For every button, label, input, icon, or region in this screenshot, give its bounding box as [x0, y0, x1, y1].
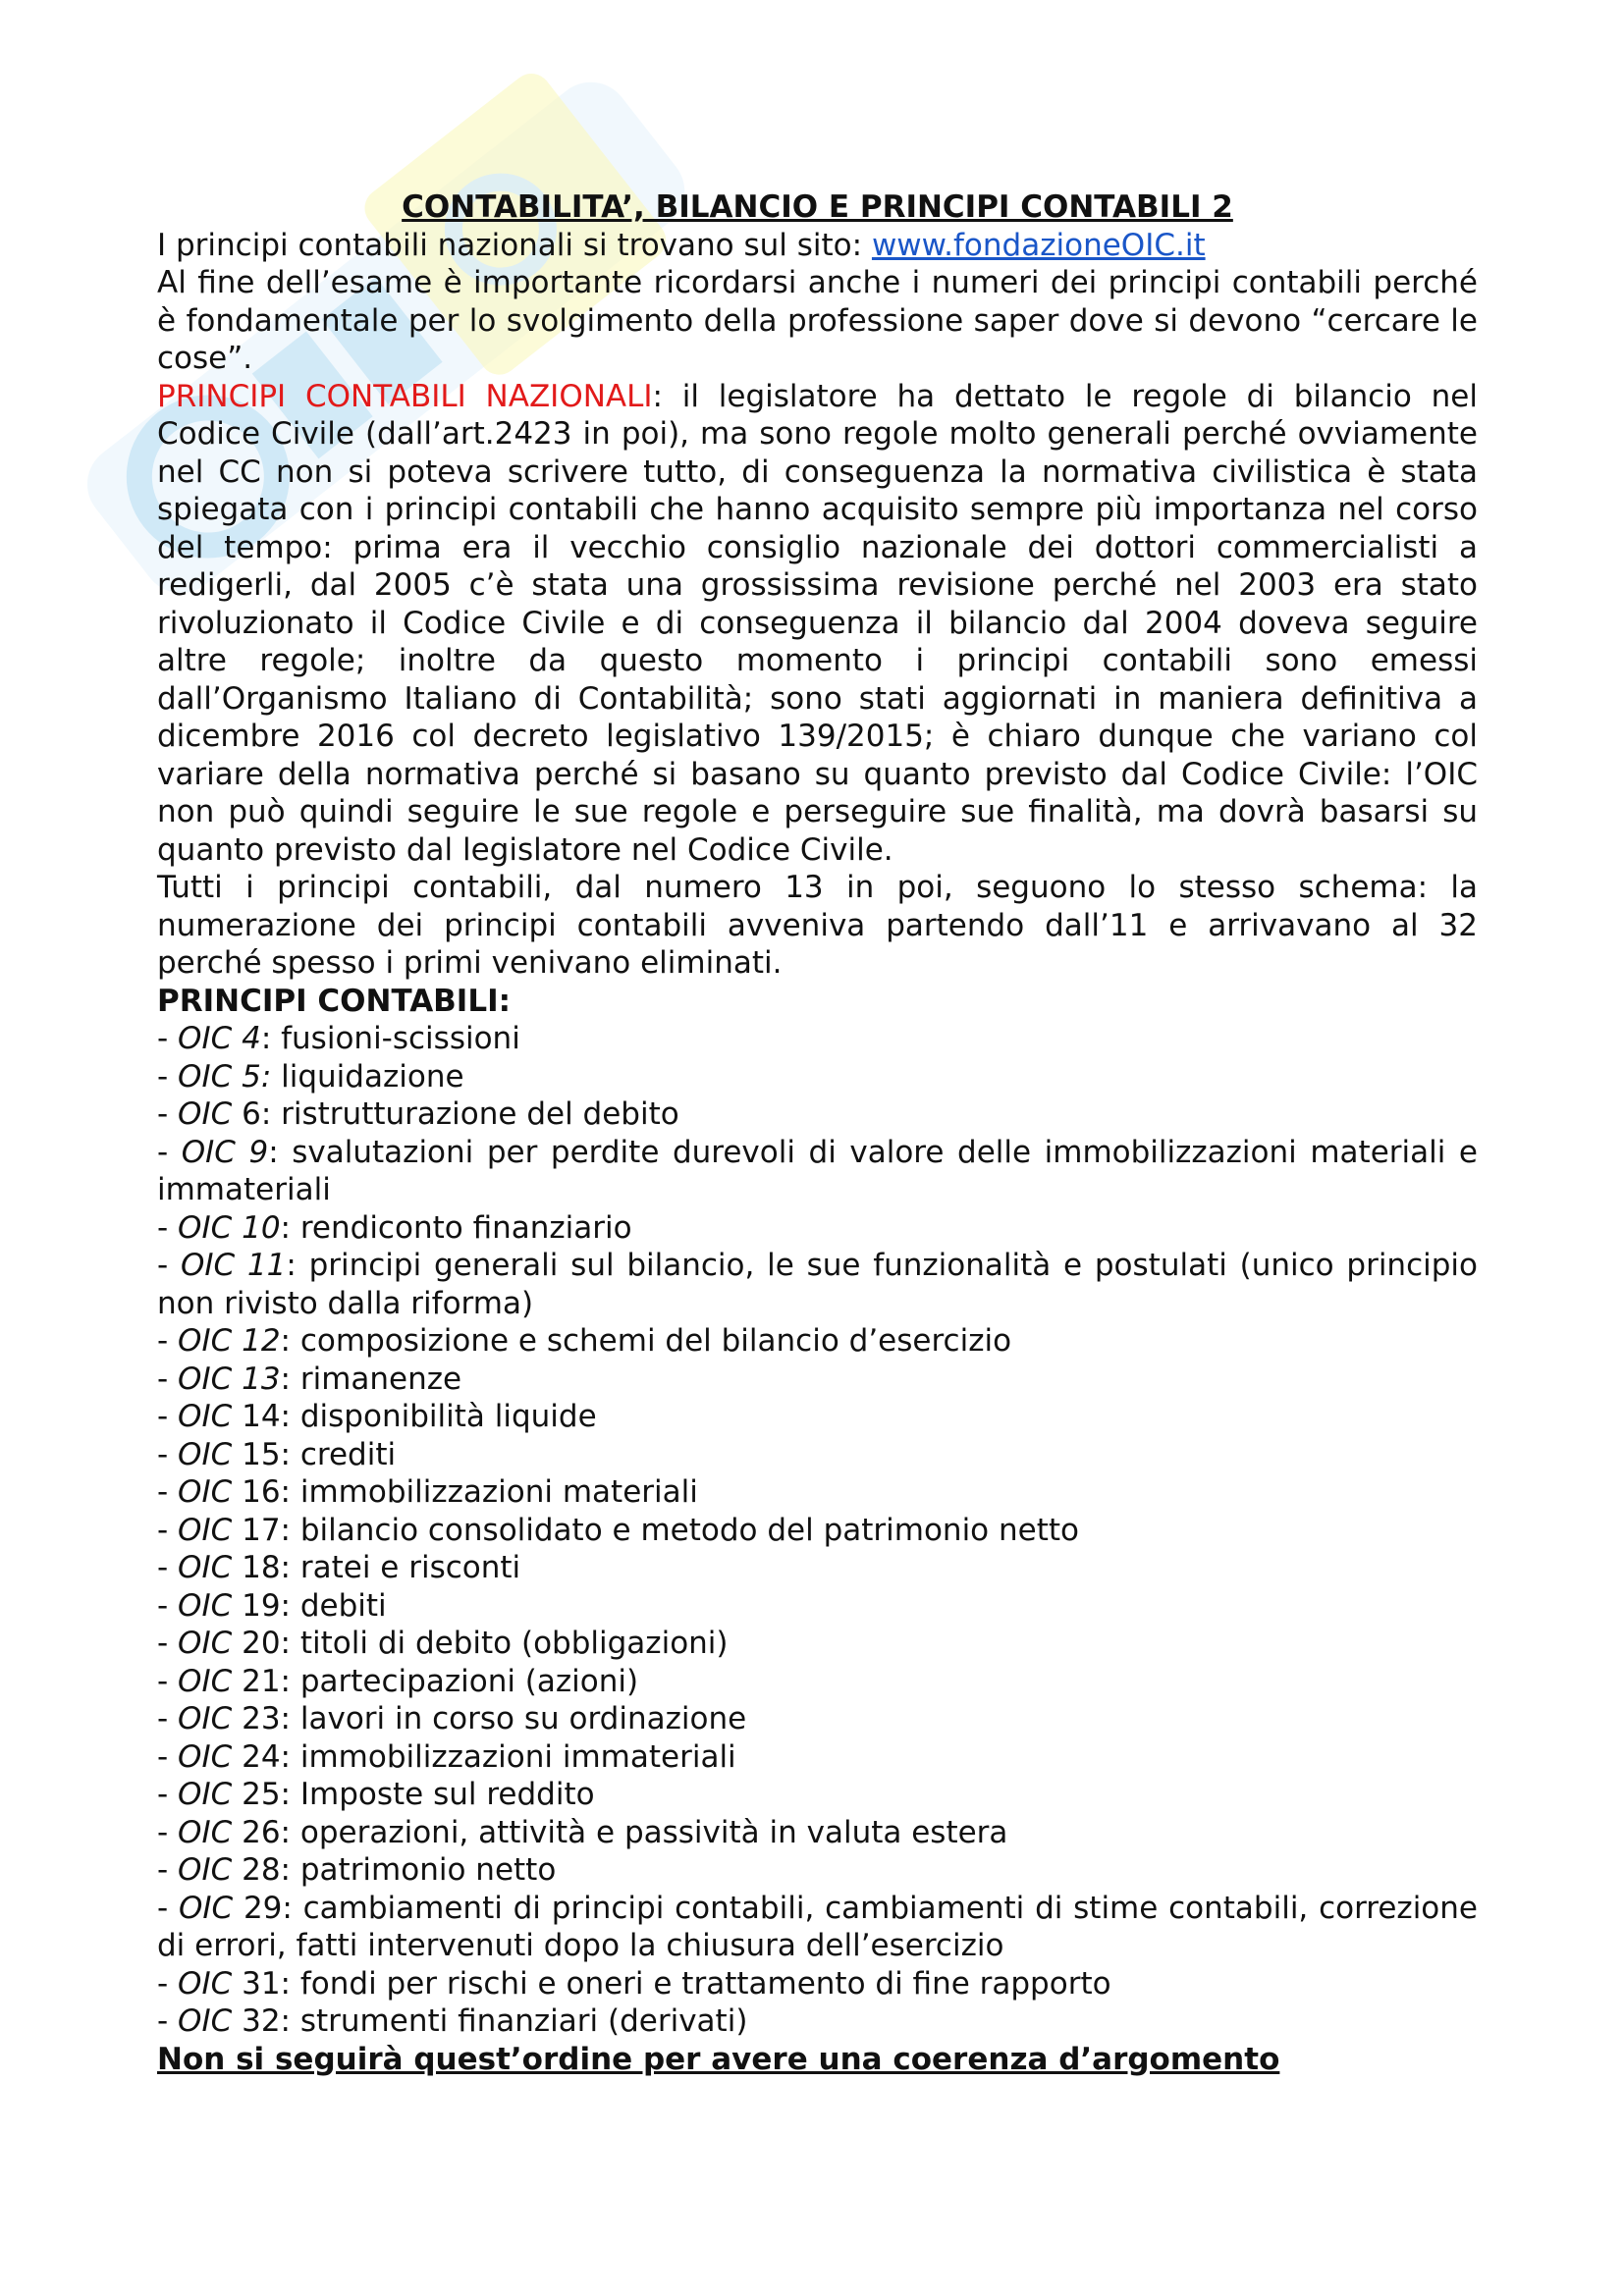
list-item-separator: 18:	[232, 1550, 300, 1585]
list-item	[157, 1134, 1478, 1209]
list-item-dash: -	[157, 2003, 179, 2039]
list-item-dash: -	[157, 1248, 181, 1283]
list-item-dash: -	[157, 1058, 179, 1095]
list-item-text: cambiamenti di principi contabili, cambiamenti di stime contabili, correzione di errori, fatti intervenuti dopo la chiusura dell’esercizio	[157, 1890, 1478, 1963]
list-item-dash: -	[157, 1550, 179, 1585]
list-item-text: operazioni, attività e passività in valuta estera	[299, 1814, 1008, 1850]
document-title: CONTABILITA’, BILANCIO E PRINCIPI CONTABILI 2	[402, 189, 1233, 225]
list-item	[157, 1738, 1478, 1777]
list-item	[157, 1700, 1478, 1738]
list-item-code: OIC	[178, 1965, 233, 2002]
document-page	[157, 188, 1478, 2078]
national-principles-label: PRINCIPI CONTABILI NAZIONALI	[157, 378, 653, 414]
list-item-dash: -	[157, 1361, 179, 1397]
list-item-code: OIC	[178, 1890, 234, 1926]
list-item-separator: :	[286, 1248, 309, 1283]
principles-list	[157, 1020, 1478, 2041]
list-item-separator: 25:	[232, 1777, 300, 1812]
list-item-dash: -	[157, 1814, 179, 1850]
list-item-text: rendiconto finanziario	[299, 1209, 632, 1246]
list-item-separator: 19:	[232, 1587, 300, 1624]
national-principles-text: : il legislatore ha dettato le regole di bilancio nel Codice Civile (dall’art.2423 in poi), ma sono regole molto generali perché ovviamente nel CC non si poteva scrivere tutto, di conseguenza la normativa civilistica è stata spiegata con i principi contabili che hanno acquisito sempre più importanza nel corso del tempo: prima era il vecchio consiglio nazionale dei dottori commercialisti a redigerli, dal 2005 c’è stata una grossissima revisione perché nel 2003 era stato rivoluzionato il Codice Civile e di conseguenza il bilancio dal 2004 doveva seguire altre regole; inoltre da questo momento i principi contabili sono emessi dall’Organismo Italiano di Contabilità; sono stati aggiornati in maniera definitiva a dicembre 2016 col decreto legislativo 139/2015; è chiaro dunque che variano col variare della normativa perché si basano su quanto previsto dal Codice Civile: l’OIC non può quindi seguire le sue regole e perseguire sue finalità, ma dovrà basarsi su quanto previsto dal legislatore nel Codice Civile.	[157, 378, 1478, 868]
list-item-text: bilancio consolidato e metodo del patrimonio netto	[299, 1512, 1079, 1548]
list-item-text: fondi per rischi e oneri e trattamento di fine rapporto	[299, 1965, 1111, 2002]
list-item-text: svalutazioni per perdite durevoli di valore delle immobilizzazioni materiali e immateriali	[157, 1134, 1478, 1207]
list-item-code: OIC	[178, 1852, 233, 1888]
list-item-dash: -	[157, 1701, 179, 1736]
list-item-separator: 17:	[232, 1512, 300, 1548]
list-item-separator: :	[280, 1323, 300, 1359]
list-item-code: OIC 13	[178, 1361, 281, 1397]
list-item-dash: -	[157, 1512, 179, 1548]
list-item-code: OIC	[178, 1436, 233, 1472]
list-item-dash: -	[157, 1738, 179, 1775]
list-item-separator: 16:	[232, 1474, 300, 1510]
list-item	[157, 1663, 1478, 1701]
list-item-dash: -	[157, 1134, 182, 1170]
list-item-text: fusioni-scissioni	[281, 1021, 520, 1056]
list-item	[157, 1549, 1478, 1587]
list-item-separator	[271, 1059, 281, 1095]
intro-text: I principi contabili nazionali si trovano sul sito:	[157, 227, 872, 263]
list-item-text: principi generali sul bilancio, le sue funzionalità e postulati (unico principio non rivisto dalla riforma)	[157, 1248, 1478, 1321]
list-item-code: OIC 10	[178, 1209, 281, 1246]
list-item	[157, 1095, 1478, 1134]
list-item-dash: -	[157, 1626, 179, 1661]
list-item-separator: 29:	[233, 1890, 303, 1926]
list-item	[157, 1020, 1478, 1058]
list-item-code: OIC	[178, 1663, 233, 1699]
list-item-text: liquidazione	[281, 1058, 464, 1095]
list-item-separator: :	[268, 1134, 293, 1170]
list-item-code: OIC	[178, 1512, 233, 1548]
list-item-text: lavori in corso su ordinazione	[299, 1701, 747, 1736]
list-item-separator: :	[260, 1021, 282, 1056]
list-item-separator: 15:	[232, 1436, 300, 1472]
list-item-code: OIC	[178, 1550, 233, 1585]
list-item-code: OIC	[178, 1701, 233, 1736]
list-item-text: patrimonio netto	[299, 1852, 557, 1888]
list-item-code: OIC 11	[180, 1248, 287, 1283]
list-item-dash: -	[157, 1021, 179, 1056]
list-item	[157, 1776, 1478, 1814]
list-item-text: ratei e risconti	[299, 1550, 521, 1585]
list-item	[157, 1209, 1478, 1248]
list-item-separator: 14:	[232, 1399, 300, 1434]
list-item-dash: -	[157, 1323, 179, 1359]
list-item-text: strumenti finanziari (derivati)	[299, 2003, 748, 2039]
list-item-text: debiti	[299, 1587, 387, 1624]
list-item-dash: -	[157, 1474, 179, 1510]
oic-website-link[interactable]: www.fondazioneOIC.it	[871, 227, 1206, 263]
list-item-code: OIC 5:	[178, 1058, 272, 1095]
schema-paragraph: Tutti i principi contabili, dal numero 13 in poi, seguono lo stesso schema: la numerazione dei principi contabili avveniva partendo dall’11 e arrivavano al 32 perché spesso i primi venivano eliminati.	[157, 870, 1478, 981]
principles-list-heading: PRINCIPI CONTABILI:	[157, 983, 512, 1019]
list-item-text: rimanenze	[299, 1361, 462, 1397]
list-item-text: disponibilità liquide	[299, 1399, 597, 1434]
list-item-separator: 32:	[232, 2003, 300, 2039]
list-item-code: OIC	[178, 1399, 233, 1434]
list-item-separator: 24:	[232, 1738, 300, 1775]
list-item-separator: 31:	[232, 1965, 300, 2002]
list-item-code: OIC	[178, 1814, 233, 1850]
list-item	[157, 1587, 1478, 1626]
list-item-dash: -	[157, 1965, 179, 2002]
list-item	[157, 1965, 1478, 2003]
list-item-separator: :	[280, 1209, 300, 1246]
list-item	[157, 1247, 1478, 1322]
national-principles-paragraph	[157, 378, 1478, 870]
list-item-dash: -	[157, 1096, 179, 1132]
list-item-text: titoli di debito (obbligazioni)	[299, 1626, 729, 1661]
list-item-text: Imposte sul reddito	[299, 1777, 595, 1812]
list-item	[157, 1512, 1478, 1550]
list-item	[157, 1058, 1478, 1096]
list-item-text: composizione e schemi del bilancio d’esercizio	[299, 1323, 1012, 1359]
list-item-dash: -	[157, 1663, 179, 1699]
list-item	[157, 1890, 1478, 1965]
list-item-separator: 21:	[232, 1663, 300, 1699]
list-item	[157, 1436, 1478, 1474]
list-item-separator: 26:	[232, 1814, 300, 1850]
list-item	[157, 1361, 1478, 1399]
list-item-separator: 6:	[232, 1096, 282, 1132]
list-item-text: immobilizzazioni materiali	[299, 1474, 698, 1510]
list-item	[157, 1322, 1478, 1361]
list-item-code: OIC	[178, 1738, 233, 1775]
list-item-code: OIC 9	[181, 1134, 269, 1170]
list-item-code: OIC	[178, 2003, 233, 2039]
list-item-code: OIC 4	[178, 1021, 261, 1056]
list-item	[157, 1851, 1478, 1890]
list-item-text: immobilizzazioni immateriali	[299, 1738, 736, 1775]
list-item-text: ristrutturazione del debito	[281, 1096, 679, 1132]
list-item-code: OIC 12	[178, 1323, 281, 1359]
list-item-dash: -	[157, 1587, 179, 1624]
list-item-text: partecipazioni (azioni)	[299, 1663, 639, 1699]
exam-paragraph: Al fine dell’esame è importante ricordarsi anche i numeri dei principi contabili perché è fondamentale per lo svolgimento della professione saper dove si devono “cercare le cose”.	[157, 265, 1478, 376]
list-item-separator: 20:	[232, 1626, 300, 1661]
list-item-separator: 23:	[232, 1701, 300, 1736]
list-item	[157, 1473, 1478, 1512]
list-item-code: OIC	[178, 1587, 233, 1624]
list-item-code: OIC	[178, 1777, 233, 1812]
list-item	[157, 1625, 1478, 1663]
list-item-separator: 28:	[232, 1852, 300, 1888]
list-item-text: crediti	[299, 1436, 397, 1472]
list-item-dash: -	[157, 1852, 179, 1888]
list-item	[157, 1814, 1478, 1852]
list-item-code: OIC	[178, 1474, 233, 1510]
list-item-dash: -	[157, 1436, 179, 1472]
final-note: Non si seguirà quest’ordine per avere una coerenza d’argomento	[157, 2041, 1280, 2077]
list-item-dash: -	[157, 1399, 179, 1434]
list-item-separator: :	[280, 1361, 300, 1397]
list-item	[157, 1398, 1478, 1436]
list-item-code: OIC	[178, 1626, 233, 1661]
list-item-dash: -	[157, 1890, 179, 1926]
list-item	[157, 2002, 1478, 2041]
list-item-dash: -	[157, 1777, 179, 1812]
list-item-code: OIC	[178, 1096, 233, 1132]
intro-paragraph	[157, 227, 1478, 265]
list-item-dash: -	[157, 1209, 179, 1246]
